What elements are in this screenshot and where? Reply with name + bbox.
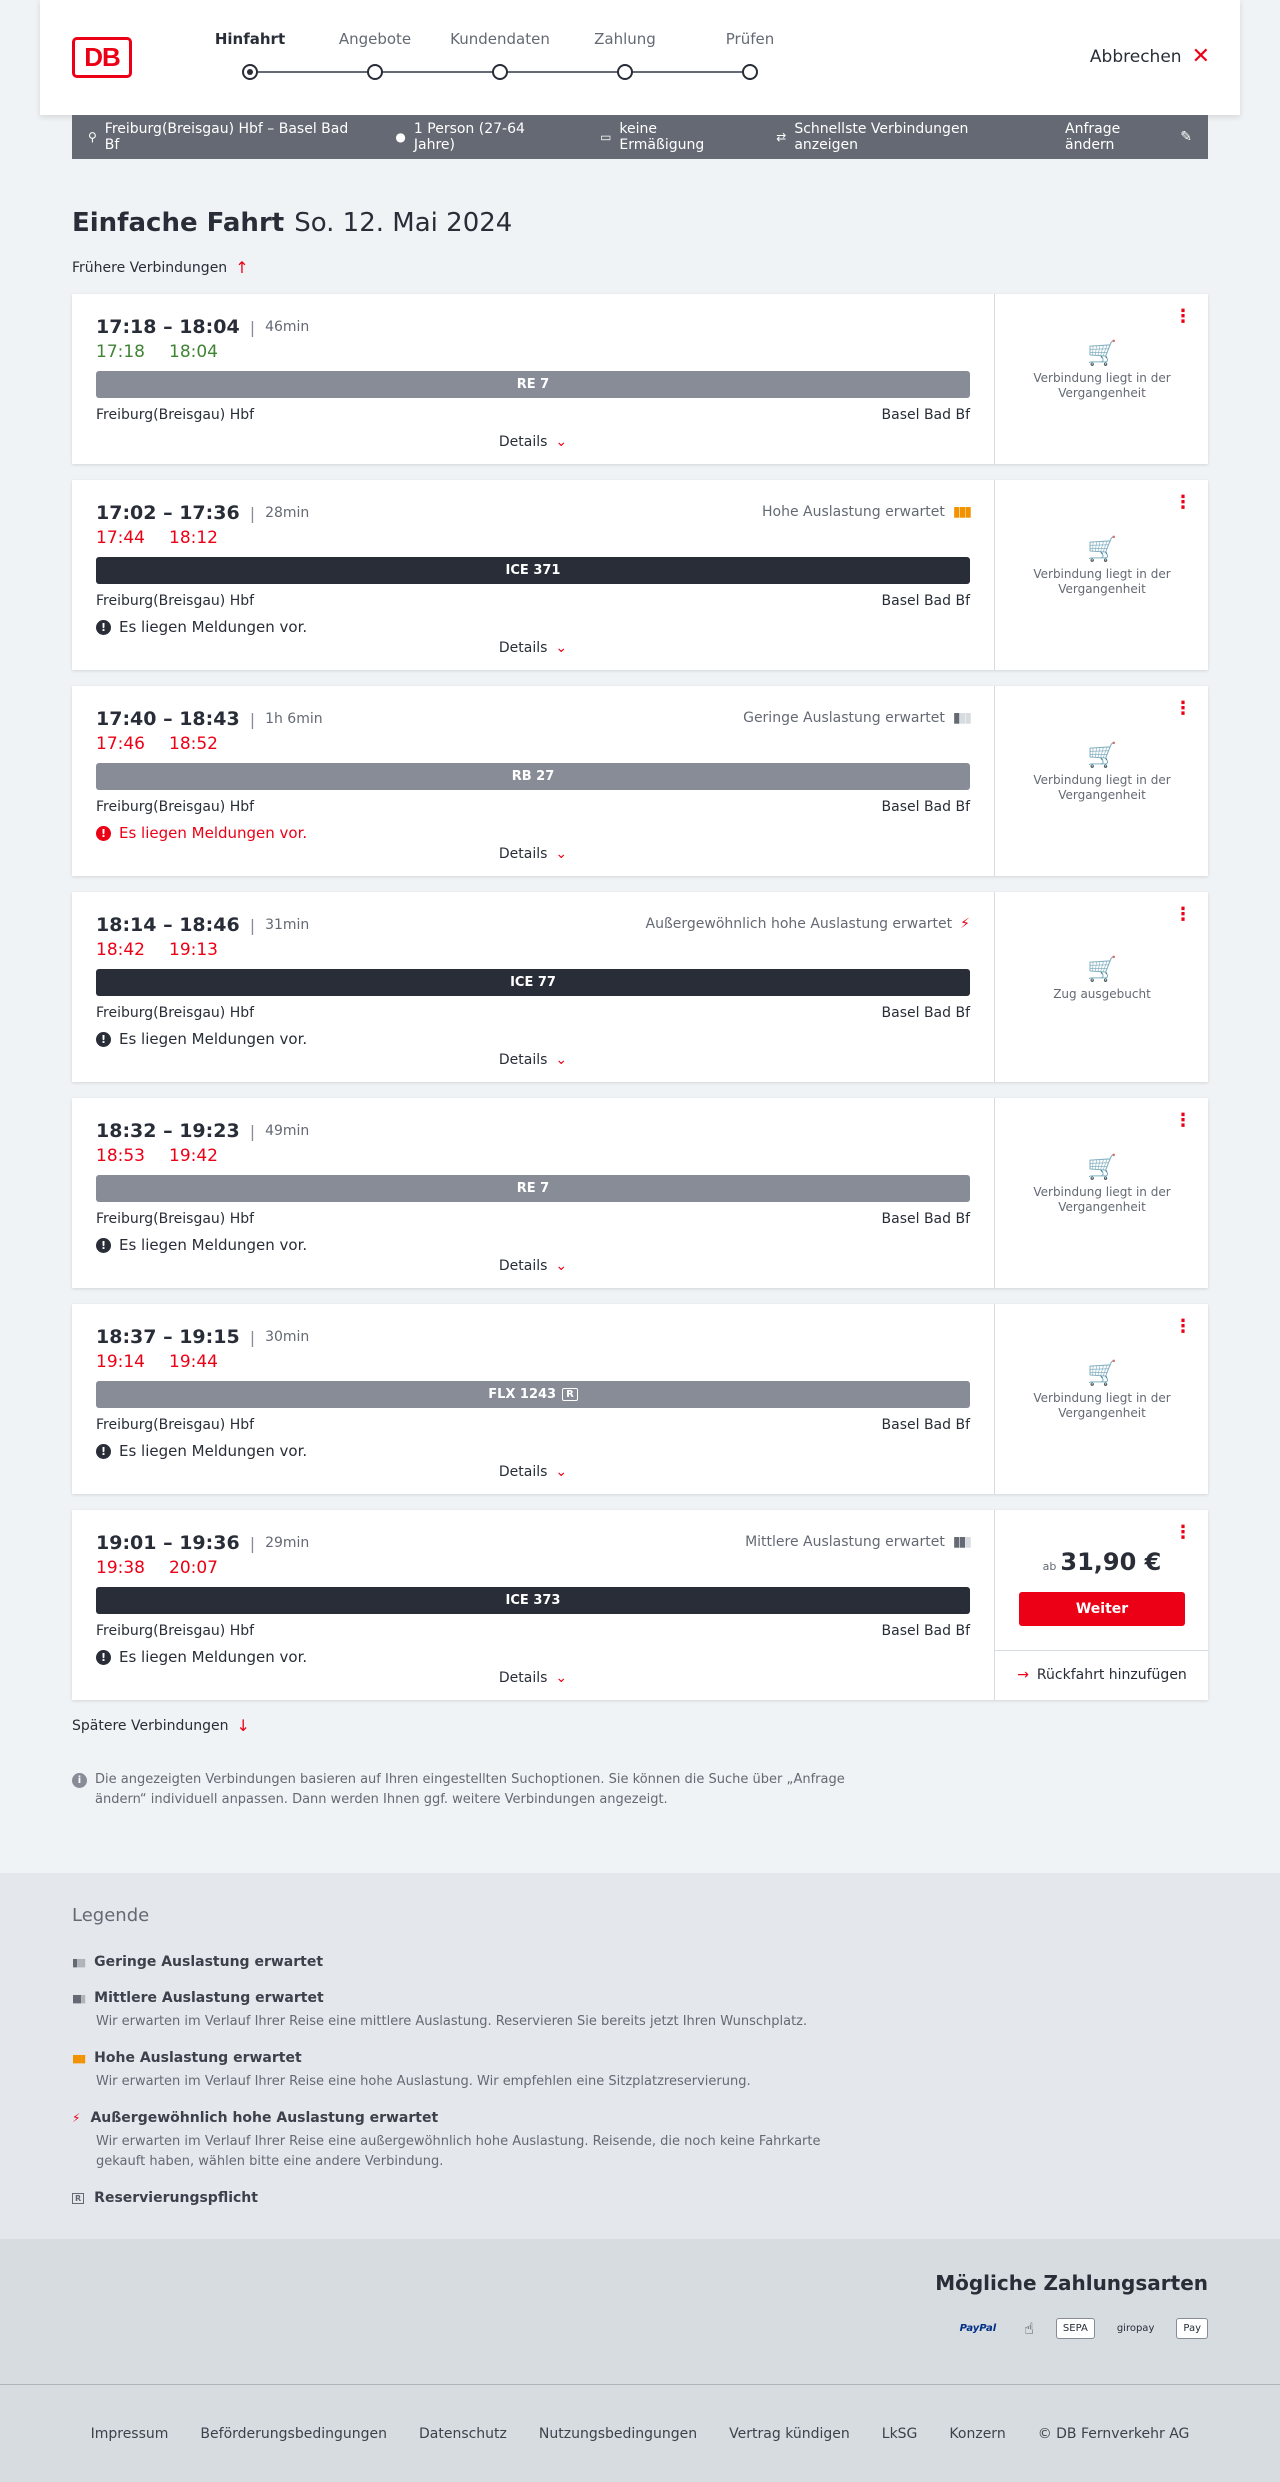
past-label-line1: Verbindung liegt in der [1033, 567, 1171, 581]
realtime-arrival: 18:52 [169, 734, 218, 754]
realtime [96, 734, 970, 754]
add-return-button[interactable] [995, 1650, 1209, 1683]
load-indicator [646, 916, 971, 932]
separator: | [249, 1121, 256, 1141]
search-summary-bar [72, 115, 1208, 159]
message-notice[interactable] [96, 618, 970, 636]
chevron-down-icon: ⌄ [555, 1464, 568, 1480]
past-connection-note [995, 339, 1209, 401]
load-indicator [762, 504, 970, 520]
train-name: ICE 77 [510, 975, 556, 990]
realtime-arrival: 19:44 [169, 1352, 218, 1372]
stations [96, 1417, 970, 1433]
search-route [88, 121, 363, 153]
paypal-icon: PayPal [959, 2323, 997, 2334]
price-prefix: ab [1042, 1560, 1057, 1573]
planned-times: 18:32 – 19:23 [96, 1120, 240, 1142]
details-toggle[interactable] [72, 1258, 994, 1274]
info-icon: i [72, 1773, 87, 1788]
origin-station: Freiburg(Breisgau) Hbf [96, 1623, 255, 1639]
duration: 30min [265, 1329, 310, 1345]
connection-card [72, 892, 1208, 1082]
cart-disabled-icon: 🛒 [1087, 955, 1117, 983]
legend-item [72, 1954, 852, 1970]
payment-icons [954, 2315, 1208, 2342]
legend-item-label: Reservierungspflicht [94, 2190, 258, 2206]
chevron-down-icon: ⌄ [555, 640, 568, 656]
legend-item-desc: Wir erwarten im Verlauf Ihrer Reise eine außergewöhnlich hohe Auslastung. Reisende, die noch keine Fahrkarte gekauft haben, wählen bitte eine andere Verbindung. [96, 2134, 821, 2169]
planned-times: 17:02 – 17:36 [96, 502, 240, 524]
legend-item [72, 2110, 852, 2172]
chevron-down-icon: ⌄ [555, 434, 568, 450]
separator: | [249, 709, 256, 729]
connection-card [72, 1098, 1208, 1288]
load-label: Geringe Auslastung erwartet [743, 710, 945, 726]
arrow-right-icon: → [1017, 1667, 1029, 1683]
continue-button[interactable]: Weiter [1019, 1592, 1185, 1626]
details-label: Details [498, 1052, 548, 1068]
origin-station: Freiburg(Breisgau) Hbf [96, 1005, 255, 1021]
change-label: Anfrage ändern [1065, 121, 1121, 153]
stations [96, 799, 970, 815]
legend-item-desc: Wir erwarten im Verlauf Ihrer Reise eine hohe Auslastung. Wir empfehlen eine Sitzplatzreservierung. [96, 2074, 751, 2089]
train-bar [96, 763, 970, 790]
cart-disabled-icon: 🛒 [1087, 339, 1117, 367]
origin-station: Freiburg(Breisgau) Hbf [96, 799, 255, 815]
more-options-icon[interactable]: ⋮ [1174, 904, 1192, 925]
footer-link-befoerderungsbedingungen[interactable]: Beförderungsbedingungen [200, 2425, 387, 2442]
alert-icon: ! [96, 826, 111, 841]
stations [96, 1005, 970, 1021]
footer-link-konzern[interactable]: Konzern [949, 2425, 1006, 2442]
footer-link-datenschutz[interactable]: Datenschutz [418, 2425, 507, 2442]
price [995, 1548, 1209, 1576]
stations [96, 407, 970, 423]
legend-item-label: Mittlere Auslastung erwartet [94, 1990, 324, 2006]
very-high-load-icon: ⚡ [960, 916, 970, 932]
origin-station: Freiburg(Breisgau) Hbf [96, 593, 255, 609]
price-value: 31,90 € [1060, 1548, 1162, 1576]
cancel-button[interactable] [1090, 46, 1210, 68]
low-load-icon: ▮▮▮ [72, 1955, 85, 1969]
cancel-label: Abbrechen [1089, 47, 1182, 67]
details-label: Details [498, 1670, 548, 1686]
realtime [96, 1558, 970, 1578]
load-label: Hohe Auslastung erwartet [762, 504, 945, 520]
message-text: Es liegen Meldungen vor. [119, 824, 308, 842]
realtime-arrival: 18:04 [169, 342, 218, 362]
alert-icon: ! [96, 1650, 111, 1665]
step-label: Zahlung [594, 30, 656, 48]
details-toggle[interactable] [72, 1670, 994, 1686]
reservation-required-icon: R [72, 2193, 84, 2204]
legend-item-title [72, 2190, 852, 2206]
separator: | [249, 1533, 256, 1553]
past-connection-note [995, 1153, 1209, 1215]
realtime-arrival: 19:42 [169, 1146, 218, 1166]
past-label-line2: Vergangenheit [1058, 386, 1146, 400]
step-label: Hinfahrt [214, 30, 286, 48]
return-label: Rückfahrt hinzufügen [1036, 1667, 1187, 1683]
offer-panel [994, 1098, 1208, 1288]
separator: | [249, 915, 256, 935]
message-text: Es liegen Meldungen vor. [119, 1442, 308, 1460]
more-options-icon[interactable]: ⋮ [1174, 1110, 1192, 1131]
medium-load-icon: ▮▮▮ [952, 1534, 970, 1550]
past-label-line2: Vergangenheit [1058, 1406, 1146, 1420]
cart-disabled-icon: 🛒 [1087, 1153, 1117, 1181]
trip-type: Einfache Fahrt [72, 208, 285, 238]
sold-out-label: Zug ausgebucht [1053, 987, 1151, 1001]
past-connection-note [995, 741, 1209, 803]
realtime-arrival: 20:07 [169, 1558, 218, 1578]
past-label-line1: Verbindung liegt in der [1033, 1391, 1171, 1405]
message-text: Es liegen Meldungen vor. [119, 1236, 308, 1254]
footer-link-nutzungsbedingungen[interactable]: Nutzungsbedingungen [538, 2425, 698, 2442]
more-options-icon[interactable]: ⋮ [1174, 1522, 1192, 1543]
realtime-departure: 18:53 [96, 1146, 145, 1166]
details-toggle[interactable] [72, 1464, 994, 1480]
apple-pay-label: Pay [1183, 2323, 1201, 2334]
destination-station: Basel Bad Bf [881, 1211, 970, 1227]
bahncard-icon: ▭ [600, 130, 612, 144]
realtime-departure: 17:18 [96, 342, 145, 362]
legend-item-title [72, 1990, 852, 2006]
connection-card [72, 1304, 1208, 1494]
later-connections-button[interactable] [72, 1716, 250, 1735]
stations [96, 1623, 970, 1639]
option-text: Schnellste Verbindungen anzeigen [794, 121, 969, 153]
swap-icon: ⇄ [776, 130, 787, 144]
offer-panel [994, 892, 1208, 1082]
footer-copyright: © DB Fernverkehr AG [1037, 2425, 1190, 2442]
progress-stepper [180, 30, 775, 90]
train-name: RB 27 [511, 769, 555, 784]
connection-card [72, 686, 1208, 876]
duration: 31min [265, 917, 310, 933]
separator: | [249, 1327, 256, 1347]
realtime-departure: 19:38 [96, 1558, 145, 1578]
route-text: Freiburg(Breisgau) Hbf – Basel Bad Bf [104, 121, 349, 153]
very-high-load-icon: ⚡ [72, 2111, 81, 2125]
pencil-icon: ✎ [1180, 129, 1192, 145]
duration: 46min [265, 319, 310, 335]
details-label: Details [498, 1464, 548, 1480]
step-zahlung[interactable] [555, 30, 695, 80]
message-notice[interactable] [96, 1648, 970, 1666]
legend-item [72, 1990, 852, 2032]
message-notice[interactable] [96, 1442, 970, 1460]
duration: 49min [265, 1123, 310, 1139]
realtime [96, 940, 970, 960]
past-label-line1: Verbindung liegt in der [1033, 773, 1171, 787]
page-title [72, 208, 512, 238]
train-name: RE 7 [516, 377, 550, 392]
realtime-departure: 19:14 [96, 1352, 145, 1372]
load-label: Mittlere Auslastung erwartet [745, 1534, 945, 1550]
message-text: Es liegen Meldungen vor. [119, 1030, 308, 1048]
close-icon: ✕ [1191, 44, 1210, 69]
planned-times: 17:40 – 18:43 [96, 708, 240, 730]
step-label: Angebote [338, 30, 412, 48]
details-toggle[interactable] [72, 434, 994, 450]
legend-item-title [72, 1954, 852, 1970]
legend-item-label: Außergewöhnlich hohe Auslastung erwartet [90, 2110, 439, 2126]
past-label-line1: Verbindung liegt in der [1033, 371, 1171, 385]
train-bar [96, 557, 970, 584]
stations [96, 593, 970, 609]
details-label: Details [498, 434, 548, 450]
note-text: Die angezeigten Verbindungen basieren auf Ihren eingestellten Suchoptionen. Sie können die Suche über „Anfrage ändern“ individuell anpassen. Dann werden Ihnen ggf. weitere Verbindungen angezeigt. [95, 1772, 845, 1807]
train-name: ICE 373 [505, 1593, 561, 1608]
realtime [96, 1352, 970, 1372]
step-label: Prüfen [725, 30, 775, 48]
origin-station: Freiburg(Breisgau) Hbf [96, 1211, 255, 1227]
connection-card [72, 480, 1208, 670]
destination-station: Basel Bad Bf [881, 1417, 970, 1433]
separator: | [249, 503, 256, 523]
load-label: Außergewöhnlich hohe Auslastung erwartet [645, 916, 953, 932]
duration: 28min [265, 505, 310, 521]
duration: 29min [265, 1535, 310, 1551]
chevron-down-icon: ⌄ [555, 846, 568, 862]
realtime-arrival: 18:12 [169, 528, 218, 548]
arrow-up-icon: ↑ [235, 258, 249, 277]
step-hinfahrt[interactable] [180, 30, 320, 80]
chevron-down-icon: ⌄ [555, 1258, 568, 1274]
step-dot [492, 64, 508, 80]
origin-station: Freiburg(Breisgau) Hbf [96, 407, 255, 423]
train-bar [96, 969, 970, 996]
planned-times: 18:14 – 18:46 [96, 914, 240, 936]
earlier-connections-button[interactable] [72, 258, 249, 277]
cart-disabled-icon: 🛒 [1087, 1359, 1117, 1387]
alert-icon: ! [96, 620, 111, 635]
step-dot [242, 64, 258, 80]
message-text: Es liegen Meldungen vor. [119, 1648, 308, 1666]
offer-panel [994, 480, 1208, 670]
header [40, 0, 1240, 115]
legend-item [72, 2190, 852, 2206]
search-persons [395, 121, 568, 153]
persons-text: 1 Person (27-64 Jahre) [413, 121, 525, 153]
medium-load-icon: ▮▮▮ [72, 1991, 85, 2005]
connection-card [72, 294, 1208, 464]
realtime-departure: 18:42 [96, 940, 145, 960]
realtime-arrival: 19:13 [169, 940, 218, 960]
train-name: FLX 1243 [488, 1387, 557, 1402]
chevron-down-icon: ⌄ [555, 1670, 568, 1686]
past-label-line2: Vergangenheit [1058, 1200, 1146, 1214]
offer-panel [994, 686, 1208, 876]
details-toggle[interactable] [72, 846, 994, 862]
connection-times [96, 1120, 970, 1142]
destination-station: Basel Bad Bf [881, 1623, 970, 1639]
train-bar [96, 1587, 970, 1614]
connection-times [96, 316, 970, 338]
details-toggle[interactable] [72, 640, 994, 656]
step-label: Kundendaten [450, 30, 550, 48]
train-bar [96, 1175, 970, 1202]
offer-panel [994, 294, 1208, 464]
legend-item-label: Geringe Auslastung erwartet [94, 1954, 324, 1970]
search-options-note [72, 1770, 852, 1810]
legend-title: Legende [72, 1905, 150, 1926]
destination-station: Basel Bad Bf [881, 593, 970, 609]
location-pin-icon: ⚲ [88, 130, 97, 144]
train-name: RE 7 [516, 1181, 550, 1196]
apple-pay-icon [1176, 2318, 1208, 2339]
more-options-icon[interactable]: ⋮ [1174, 698, 1192, 719]
realtime-departure: 17:44 [96, 528, 145, 548]
low-load-icon: ▮▮▮ [952, 710, 970, 726]
stations [96, 1211, 970, 1227]
trip-date: So. 12. Mai 2024 [294, 208, 513, 238]
planned-times: 18:37 – 19:15 [96, 1326, 240, 1348]
load-indicator [745, 1534, 970, 1550]
footer-link-lksg[interactable]: LkSG [881, 2425, 918, 2442]
more-options-icon[interactable]: ⋮ [1174, 306, 1192, 327]
planned-times: 17:18 – 18:04 [96, 316, 240, 338]
legend-section [0, 1873, 1280, 2239]
past-connection-note [995, 535, 1209, 597]
message-notice[interactable] [96, 1236, 970, 1254]
realtime [96, 1146, 970, 1166]
cart-disabled-icon: 🛒 [1087, 741, 1117, 769]
footer-link-vertrag-kuendigen[interactable]: Vertrag kündigen [729, 2425, 850, 2442]
load-indicator [743, 710, 970, 726]
separator: | [249, 317, 256, 337]
offer-panel [994, 1304, 1208, 1494]
db-logo[interactable] [72, 37, 132, 78]
arrow-down-icon: ↓ [236, 1716, 250, 1735]
message-text: Es liegen Meldungen vor. [119, 618, 308, 636]
planned-times: 19:01 – 19:36 [96, 1532, 240, 1554]
high-load-icon: ▮▮▮ [952, 504, 970, 520]
message-notice[interactable] [96, 824, 970, 842]
alert-icon: ! [96, 1032, 111, 1047]
past-label-line2: Vergangenheit [1058, 582, 1146, 596]
giropay-icon: giropay [1116, 2323, 1155, 2334]
sold-out-note [995, 955, 1209, 1002]
destination-station: Basel Bad Bf [881, 799, 970, 815]
step-kundendaten[interactable] [430, 30, 570, 80]
step-angebote[interactable] [305, 30, 445, 80]
footer-link-impressum[interactable]: Impressum [90, 2425, 169, 2442]
connection-times [96, 1326, 970, 1348]
footer [0, 2385, 1280, 2482]
discount-text: keine Ermäßigung [619, 121, 705, 153]
card-payment-icon: ☝ [1024, 2319, 1034, 2338]
destination-station: Basel Bad Bf [881, 407, 970, 423]
person-icon: ● [395, 130, 406, 144]
details-toggle[interactable] [72, 1052, 994, 1068]
legend-item-label: Hohe Auslastung erwartet [94, 2050, 302, 2066]
later-label: Spätere Verbindungen [72, 1717, 229, 1734]
step-dot [742, 64, 758, 80]
duration: 1h 6min [265, 711, 323, 727]
high-load-icon: ▮▮▮ [72, 2051, 85, 2065]
past-connection-note [995, 1359, 1209, 1421]
cart-disabled-icon: 🛒 [1087, 535, 1117, 563]
train-bar [96, 1381, 970, 1408]
sepa-icon: SEPA [1056, 2318, 1095, 2339]
offer-panel [994, 1510, 1208, 1700]
chevron-down-icon: ⌄ [555, 1052, 568, 1068]
legend-item-title [72, 2050, 852, 2066]
connection-card [72, 1510, 1208, 1700]
realtime [96, 528, 970, 548]
search-discount [600, 121, 744, 153]
legend-item-desc: Wir erwarten im Verlauf Ihrer Reise eine mittlere Auslastung. Reservieren Sie bereits jetzt Ihren Wunschplatz. [96, 2014, 808, 2029]
more-options-icon[interactable]: ⋮ [1174, 1316, 1192, 1337]
origin-station: Freiburg(Breisgau) Hbf [96, 1417, 255, 1433]
reservation-required-icon: R [562, 1388, 578, 1401]
destination-station: Basel Bad Bf [881, 1005, 970, 1021]
alert-icon: ! [96, 1444, 111, 1459]
past-label-line1: Verbindung liegt in der [1033, 1185, 1171, 1199]
more-options-icon[interactable]: ⋮ [1174, 492, 1192, 513]
payment-title: Mögliche Zahlungsarten [935, 2271, 1208, 2295]
change-request-button[interactable] [1065, 121, 1192, 153]
past-label-line2: Vergangenheit [1058, 788, 1146, 802]
step-pruefen[interactable] [680, 30, 820, 80]
realtime-departure: 17:46 [96, 734, 145, 754]
train-bar [96, 371, 970, 398]
details-label: Details [498, 846, 548, 862]
alert-icon: ! [96, 1238, 111, 1253]
legend-item-title [72, 2110, 852, 2126]
legend-item [72, 2050, 852, 2092]
step-dot [617, 64, 633, 80]
train-name: ICE 371 [505, 563, 561, 578]
search-option [776, 121, 1033, 153]
details-label: Details [498, 1258, 548, 1274]
message-notice[interactable] [96, 1030, 970, 1048]
payment-section [0, 2239, 1280, 2385]
details-label: Details [498, 640, 548, 656]
step-dot [367, 64, 383, 80]
db-logo-mark: DB [84, 42, 120, 72]
realtime [96, 342, 970, 362]
earlier-label: Frühere Verbindungen [72, 259, 228, 276]
